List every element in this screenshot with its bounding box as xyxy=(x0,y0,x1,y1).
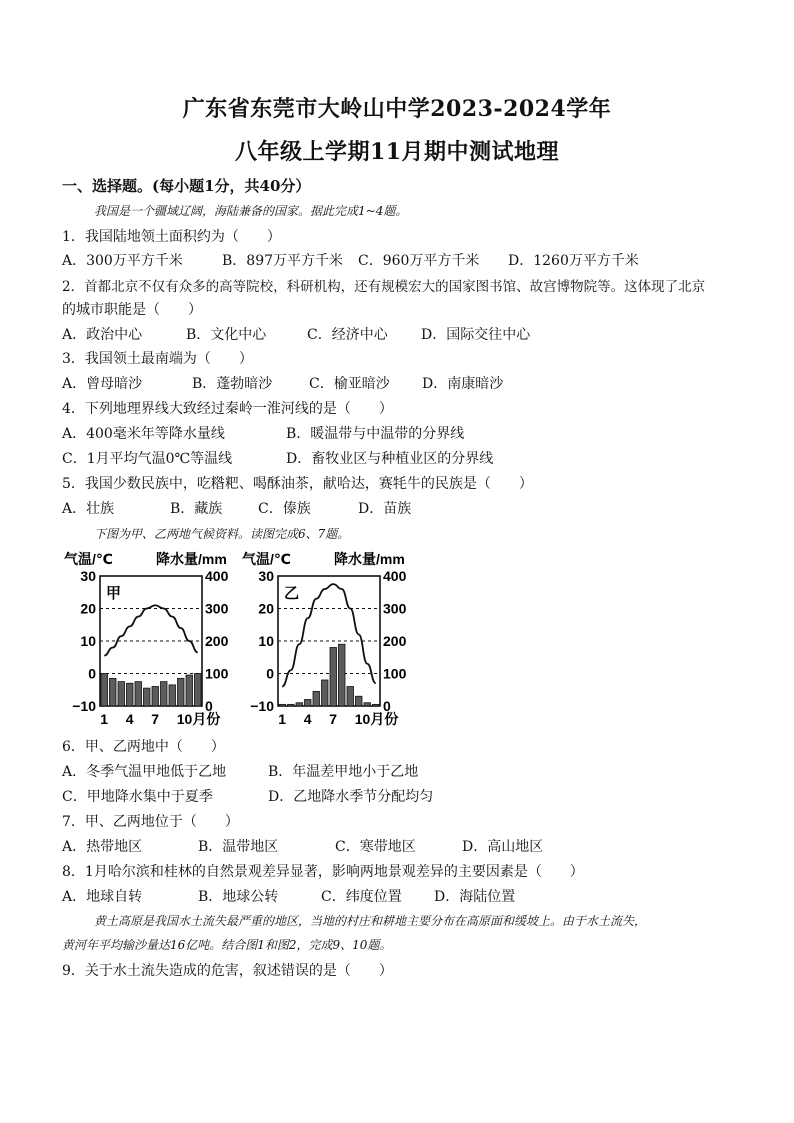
intro-text-1: 我国是一个疆域辽阔，海陆兼备的国家。据此完成1~4题。 xyxy=(94,204,408,218)
x-tick-label: 1 xyxy=(100,711,109,727)
precipitation-bar xyxy=(169,685,176,706)
q4-option-d[interactable]: D．畜牧业区与种植业区的分界线 xyxy=(286,451,494,467)
question-5-stem: 5．我国少数民族中，吃糌粑、喝酥油茶，献哈达，赛牦牛的民族是（ ） xyxy=(62,476,533,492)
y-axis-right-label: 降水量/mm xyxy=(334,551,405,567)
place-label: 甲 xyxy=(106,585,122,602)
y-right-tick-label: 0 xyxy=(383,698,391,714)
y-left-tick-label: 10 xyxy=(80,633,96,649)
precipitation-bar xyxy=(152,687,159,707)
q3-option-d[interactable]: D．南康暗沙 xyxy=(422,376,504,392)
precipitation-bar xyxy=(288,704,295,706)
y-right-tick-label: 300 xyxy=(205,600,229,617)
q2-option-a[interactable]: A．政治中心 xyxy=(62,327,143,343)
q1-option-d[interactable]: D．1260万平方千米 xyxy=(508,253,639,269)
q8-option-d[interactable]: D．海陆位置 xyxy=(434,889,516,905)
precipitation-bar xyxy=(178,678,185,706)
y-right-tick-label: 400 xyxy=(383,568,407,584)
y-right-tick-label: 0 xyxy=(205,698,213,714)
section-heading: 一、选择题。(每小题1分，共40分） xyxy=(62,177,311,195)
y-left-tick-label: 20 xyxy=(258,600,274,617)
question-4-stem: 4．下列地理界线大致经过秦岭一淮河线的是（ ） xyxy=(62,401,393,417)
exam-title-line2: 八年级上学期11月期中测试地理 xyxy=(234,139,560,165)
y-left-tick-label: 30 xyxy=(80,568,96,584)
climate-chart-yi xyxy=(240,548,420,730)
y-right-tick-label: 100 xyxy=(383,665,407,682)
q7-option-a[interactable]: A．热带地区 xyxy=(62,839,143,855)
place-label: 乙 xyxy=(284,585,300,602)
q2-option-d[interactable]: D．国际交往中心 xyxy=(421,327,531,343)
precipitation-bar xyxy=(135,682,142,706)
precipitation-bar xyxy=(347,687,354,707)
q2-option-b[interactable]: B．文化中心 xyxy=(186,327,267,343)
precipitation-bar xyxy=(195,674,202,707)
y-right-tick-label: 300 xyxy=(383,600,407,617)
precipitation-bar xyxy=(364,703,371,706)
q2-option-c[interactable]: C．经济中心 xyxy=(307,327,388,343)
y-left-tick-label: 0 xyxy=(88,665,96,682)
precipitation-bar xyxy=(313,691,320,706)
q1-option-b[interactable]: B．897万平方千米 xyxy=(222,253,344,269)
y-axis-right-label: 降水量/mm xyxy=(156,551,227,567)
x-tick-label: 10月份 xyxy=(176,711,221,727)
q5-option-d[interactable]: D．苗族 xyxy=(358,501,412,517)
q8-option-b[interactable]: B．地球公转 xyxy=(198,889,279,905)
q6-option-a[interactable]: A．冬季气温甲地低于乙地 xyxy=(62,764,227,780)
q7-option-c[interactable]: C．寒带地区 xyxy=(335,839,416,855)
q6-option-c[interactable]: C．甲地降水集中于夏季 xyxy=(62,789,213,805)
q3-option-a[interactable]: A．曾母暗沙 xyxy=(62,376,143,392)
precipitation-bar xyxy=(279,704,286,706)
question-8-stem: 8．1月哈尔滨和桂林的自然景观差异显著，影响两地景观差异的主要因素是（ ） xyxy=(62,864,584,880)
climate-chart-jia xyxy=(62,548,242,730)
precipitation-bar xyxy=(101,674,108,707)
precipitation-bar xyxy=(144,688,151,706)
temperature-line xyxy=(104,605,198,655)
q4-option-b[interactable]: B．暖温带与中温带的分界线 xyxy=(286,426,465,442)
y-right-tick-label: 200 xyxy=(205,633,229,649)
q8-option-c[interactable]: C．纬度位置 xyxy=(321,889,402,905)
precipitation-bar xyxy=(296,703,303,706)
question-2-stem-line2: 的城市职能是（ ） xyxy=(62,302,202,318)
q1-option-c[interactable]: C．960万平方千米 xyxy=(358,253,480,269)
question-2-stem-line1: 2．首都北京不仅有众多的高等院校，科研机构，还有规模宏大的国家图书馆、故宫博物院等。这体现了北京 xyxy=(62,279,706,295)
intro-text-2: 下图为甲、乙两地气候资料。读图完成6、7题。 xyxy=(94,527,350,541)
intro-text-3-line2: 黄河年平均输沙量达16亿吨。结合图1和图2，完成9、10题。 xyxy=(62,938,392,952)
y-left-tick-label: 20 xyxy=(80,600,96,617)
q5-option-b[interactable]: B．藏族 xyxy=(170,501,223,517)
y-axis-left-label: 气温/℃ xyxy=(242,551,291,567)
y-left-tick-label: 10 xyxy=(258,633,274,649)
y-left-tick-label: −10 xyxy=(72,698,96,714)
y-right-tick-label: 400 xyxy=(205,568,229,584)
precipitation-bar xyxy=(356,696,363,706)
precipitation-bar xyxy=(110,678,117,706)
q8-option-a[interactable]: A．地球自转 xyxy=(62,889,143,905)
precipitation-bar xyxy=(127,683,134,706)
q6-option-d[interactable]: D．乙地降水季节分配均匀 xyxy=(268,789,434,805)
q1-option-a[interactable]: A．300万平方千米 xyxy=(62,253,183,269)
y-right-tick-label: 200 xyxy=(383,633,407,649)
precipitation-bar xyxy=(330,648,337,707)
precipitation-bar xyxy=(186,675,193,706)
x-tick-label: 4 xyxy=(303,711,312,727)
x-tick-label: 7 xyxy=(151,711,160,727)
question-9-stem: 9．关于水土流失造成的危害，叙述错误的是（ ） xyxy=(62,963,393,979)
q7-option-b[interactable]: B．温带地区 xyxy=(198,839,279,855)
q6-option-b[interactable]: B．年温差甲地小于乙地 xyxy=(268,764,419,780)
precipitation-bar xyxy=(322,680,329,706)
y-right-tick-label: 100 xyxy=(205,665,229,682)
x-tick-label: 1 xyxy=(278,711,287,727)
question-1-stem: 1．我国陆地领土面积约为（ ） xyxy=(62,229,281,245)
q3-option-c[interactable]: C．榆亚暗沙 xyxy=(309,376,390,392)
y-left-tick-label: 0 xyxy=(266,665,274,682)
x-tick-label: 4 xyxy=(125,711,134,727)
y-left-tick-label: 30 xyxy=(258,568,274,584)
q4-option-a[interactable]: A．400毫米年等降水量线 xyxy=(62,426,225,442)
intro-text-3-line1: 黄土高原是我国水土流失最严重的地区，当地的村庄和耕地主要分布在高原面和缓坡上。由于水土流失， xyxy=(94,914,647,928)
y-axis-left-label: 气温/℃ xyxy=(64,551,113,567)
question-6-stem: 6．甲、乙两地中（ ） xyxy=(62,739,225,755)
precipitation-bar xyxy=(305,700,312,707)
q7-option-d[interactable]: D．高山地区 xyxy=(462,839,544,855)
exam-title-line1: 广东省东莞市大岭山中学2023-2024学年 xyxy=(182,96,612,122)
x-tick-label: 7 xyxy=(329,711,338,727)
q5-option-a[interactable]: A．壮族 xyxy=(62,501,115,517)
y-left-tick-label: −10 xyxy=(250,698,274,714)
precipitation-bar xyxy=(373,704,380,706)
precipitation-bar xyxy=(339,644,346,706)
q5-option-c[interactable]: C．傣族 xyxy=(258,501,311,517)
question-7-stem: 7．甲、乙两地位于（ ） xyxy=(62,814,239,830)
question-3-stem: 3．我国领土最南端为（ ） xyxy=(62,351,253,367)
precipitation-bar xyxy=(118,682,125,706)
q3-option-b[interactable]: B．蓬勃暗沙 xyxy=(192,376,273,392)
q4-option-c[interactable]: C．1月平均气温0℃等温线 xyxy=(62,451,233,467)
x-tick-label: 10月份 xyxy=(354,711,399,727)
precipitation-bar xyxy=(161,682,168,706)
